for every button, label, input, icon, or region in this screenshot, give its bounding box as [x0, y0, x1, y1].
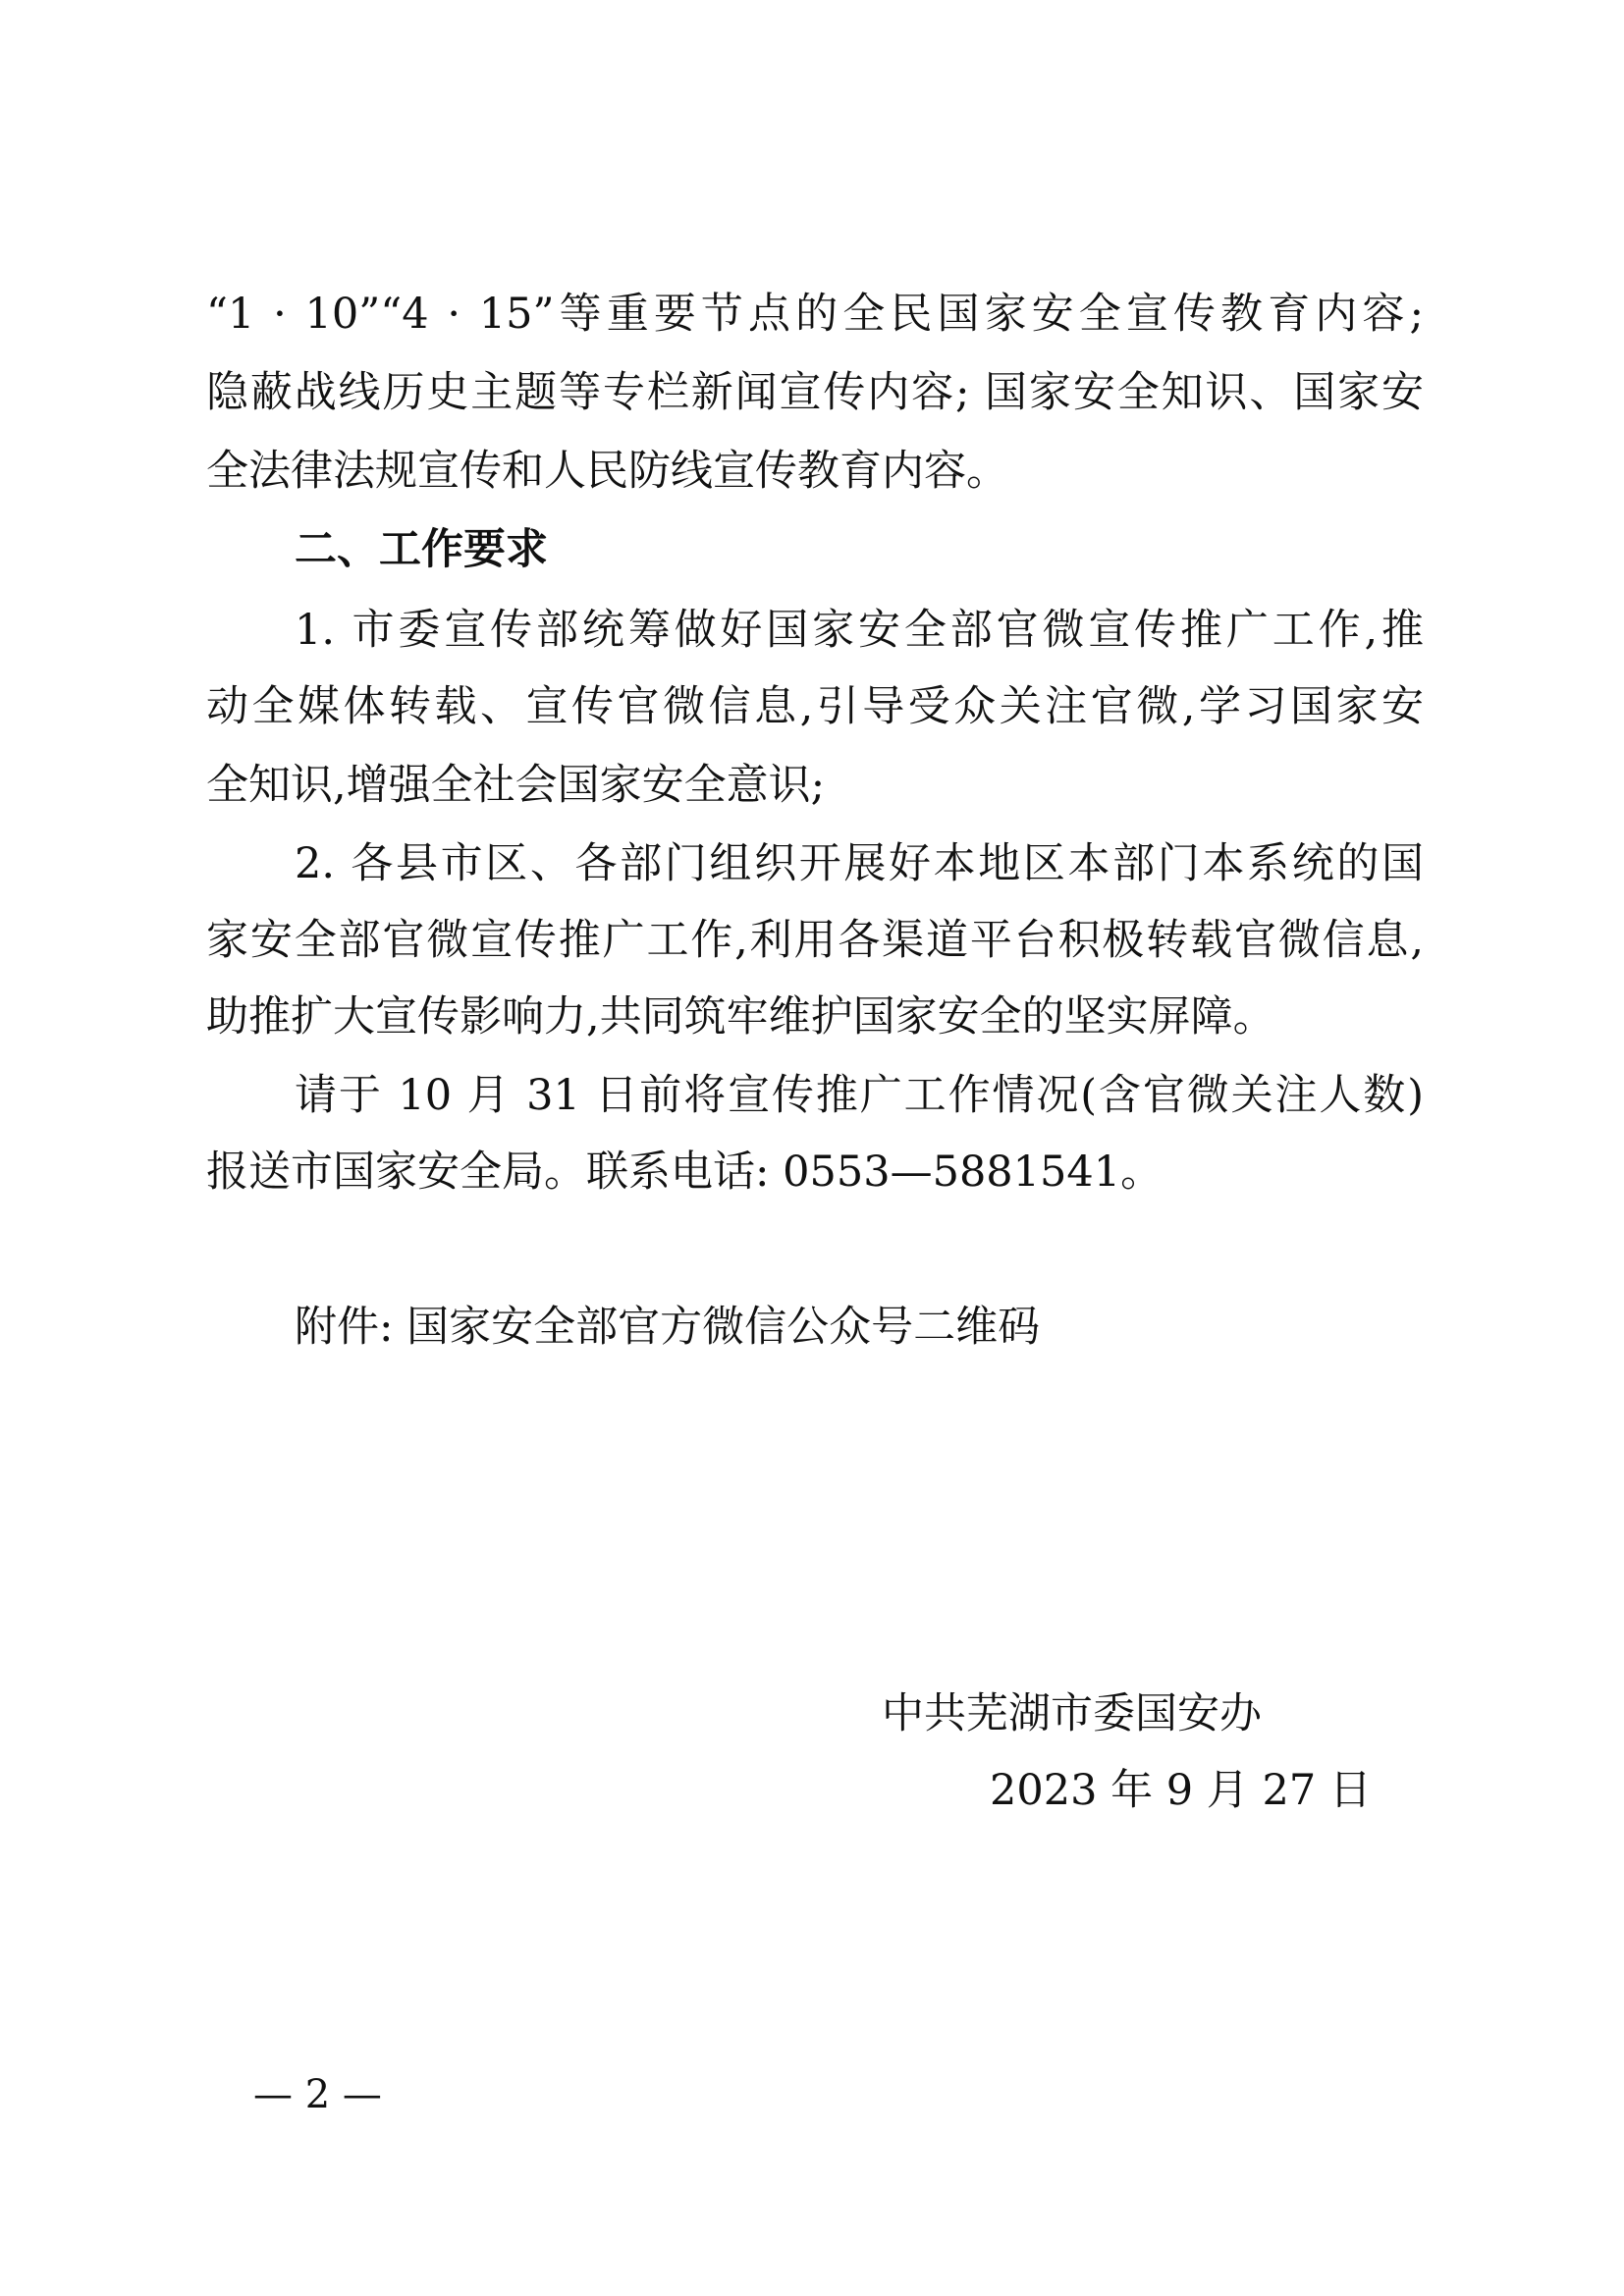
list-item-line: 全知识,增强全社会国家安全意识;: [206, 761, 826, 810]
request-line: 报送市国家安全局。联系电话: 0553—5881541。: [206, 1148, 1164, 1197]
page-number: — 2 —: [253, 2072, 382, 2117]
list-item-line: 助推扩大宣传影响力,共同筑牢维护国家安全的坚实屏障。: [206, 992, 1275, 1041]
list-item-line: 家安全部官微宣传推广工作,利用各渠道平台积极转载官微信息,: [206, 916, 1424, 965]
list-item-line: 1. 市委宣传部统筹做好国家安全部官微宣传推广工作,推: [295, 606, 1424, 655]
paragraph-line: 全法律法规宣传和人民防线宣传教育内容。: [206, 447, 1008, 496]
attachment-line: 附件: 国家安全部官方微信公众号二维码: [295, 1303, 1041, 1352]
request-line: 请于 10 月 31 日前将宣传推广工作情况(含官微关注人数): [295, 1071, 1424, 1120]
paragraph-line: 隐蔽战线历史主题等专栏新闻宣传内容; 国家安全知识、国家安: [206, 368, 1424, 417]
list-item-line: 2. 各县市区、各部门组织开展好本地区本部门本系统的国: [295, 839, 1424, 888]
signature-date: 2023 年 9 月 27 日: [990, 1766, 1372, 1815]
paragraph-line: “1 · 10”“4 · 15”等重要节点的全民国家安全宣传教育内容;: [206, 290, 1424, 339]
signature-organization: 中共芜湖市委国安办: [882, 1689, 1262, 1738]
list-item-line: 动全媒体转载、宣传官微信息,引导受众关注官微,学习国家安: [206, 682, 1424, 731]
section-heading: 二、工作要求: [295, 525, 548, 574]
